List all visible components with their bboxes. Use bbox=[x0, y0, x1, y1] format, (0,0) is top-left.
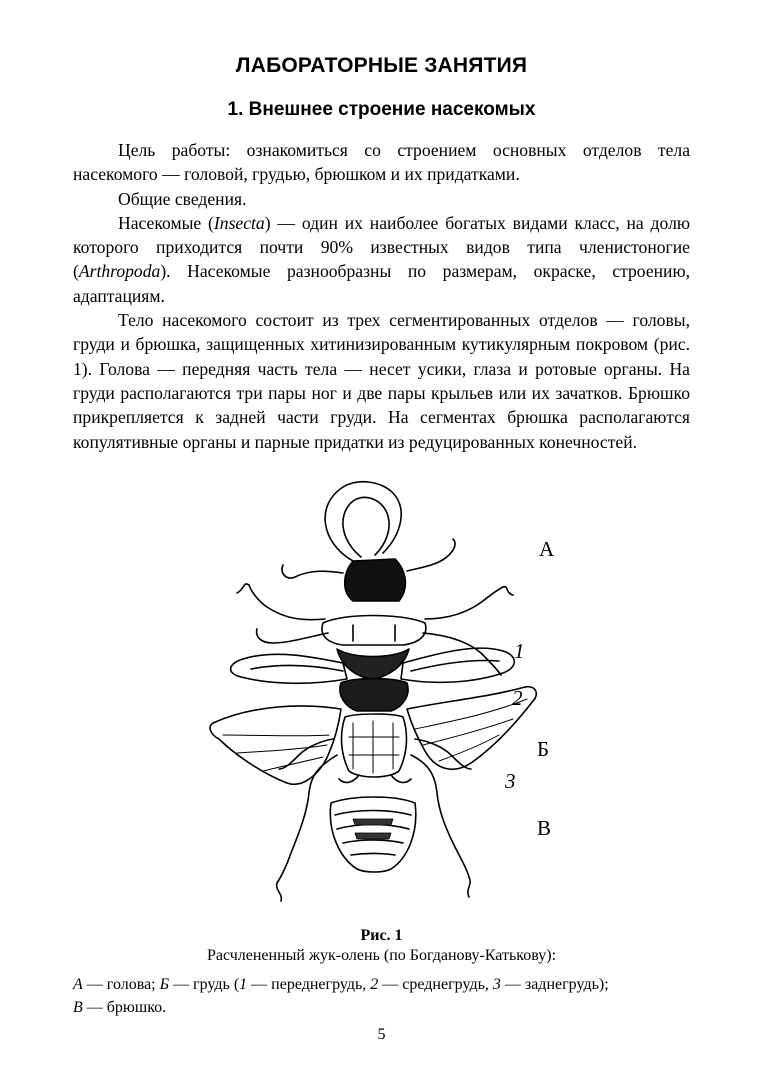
body-text bbox=[73, 138, 690, 454]
label-head-A: А bbox=[539, 537, 555, 561]
figure-caption-title: Рис. 1 bbox=[360, 927, 403, 944]
section-title: 1. Внешнее строение насекомых bbox=[227, 99, 536, 120]
paragraph-insecta: Насекомые (Insecta) — один их наиболее богатых видами класс, на долю которого приходится почти 90% известных видов типа членистоногие (Arthropoda). Насекомые разнообразны по размерам, окраске, строению, адаптациям. bbox=[73, 212, 690, 306]
figure-caption-description: Расчлененный жук-олень (по Богданову-Катькову): bbox=[206, 947, 557, 964]
paragraph-general-info: Общие сведения. bbox=[118, 188, 247, 209]
label-thorax-B: Б bbox=[537, 737, 550, 761]
page-number: 5 bbox=[377, 1026, 386, 1043]
latin-term: Arthropoda bbox=[78, 261, 161, 282]
figure-legend: А — голова; Б — грудь (1 — переднегрудь, 2 — среднегрудь, 3 — заднегрудь); В — брюшко. bbox=[73, 976, 609, 1016]
label-mesothorax-2: 2 bbox=[512, 686, 523, 710]
beetle-mesothorax bbox=[340, 679, 408, 712]
label-metathorax-3: 3 bbox=[505, 769, 516, 793]
beetle-figure bbox=[203, 473, 561, 915]
beetle-metathorax bbox=[339, 714, 411, 782]
label-abdomen-V: В bbox=[537, 816, 552, 840]
stag-beetle-illustration bbox=[203, 473, 561, 915]
label-prothorax-1: 1 bbox=[514, 639, 525, 663]
paragraph-goal: Цель работы: ознакомиться со строением основных отделов тела насекомого — головой, грудью, брюшком и их придатками. bbox=[73, 140, 690, 185]
beetle-abdomen bbox=[330, 797, 415, 872]
page-title: ЛАБОРАТОРНЫЕ ЗАНЯТИЯ bbox=[235, 54, 528, 77]
beetle-head bbox=[282, 482, 455, 601]
latin-term: Insecta bbox=[213, 212, 265, 233]
paragraph-body-structure: Тело насекомого состоит из трех сегментированных отделов — головы, груди и брюшка, защищенных хитинизированным кутикулярным покровом (рис. 1). Голова — передняя часть тела — несет усики, глаза и ротовые органы. На груди располагаются три пары ног и две пары крыльев или их зачатков. Брюшко прикрепляется к задней части груди. На сегментах брюшка располагаются копулятивные органы и парные придатки из редуцированных конечностей. bbox=[73, 310, 690, 452]
